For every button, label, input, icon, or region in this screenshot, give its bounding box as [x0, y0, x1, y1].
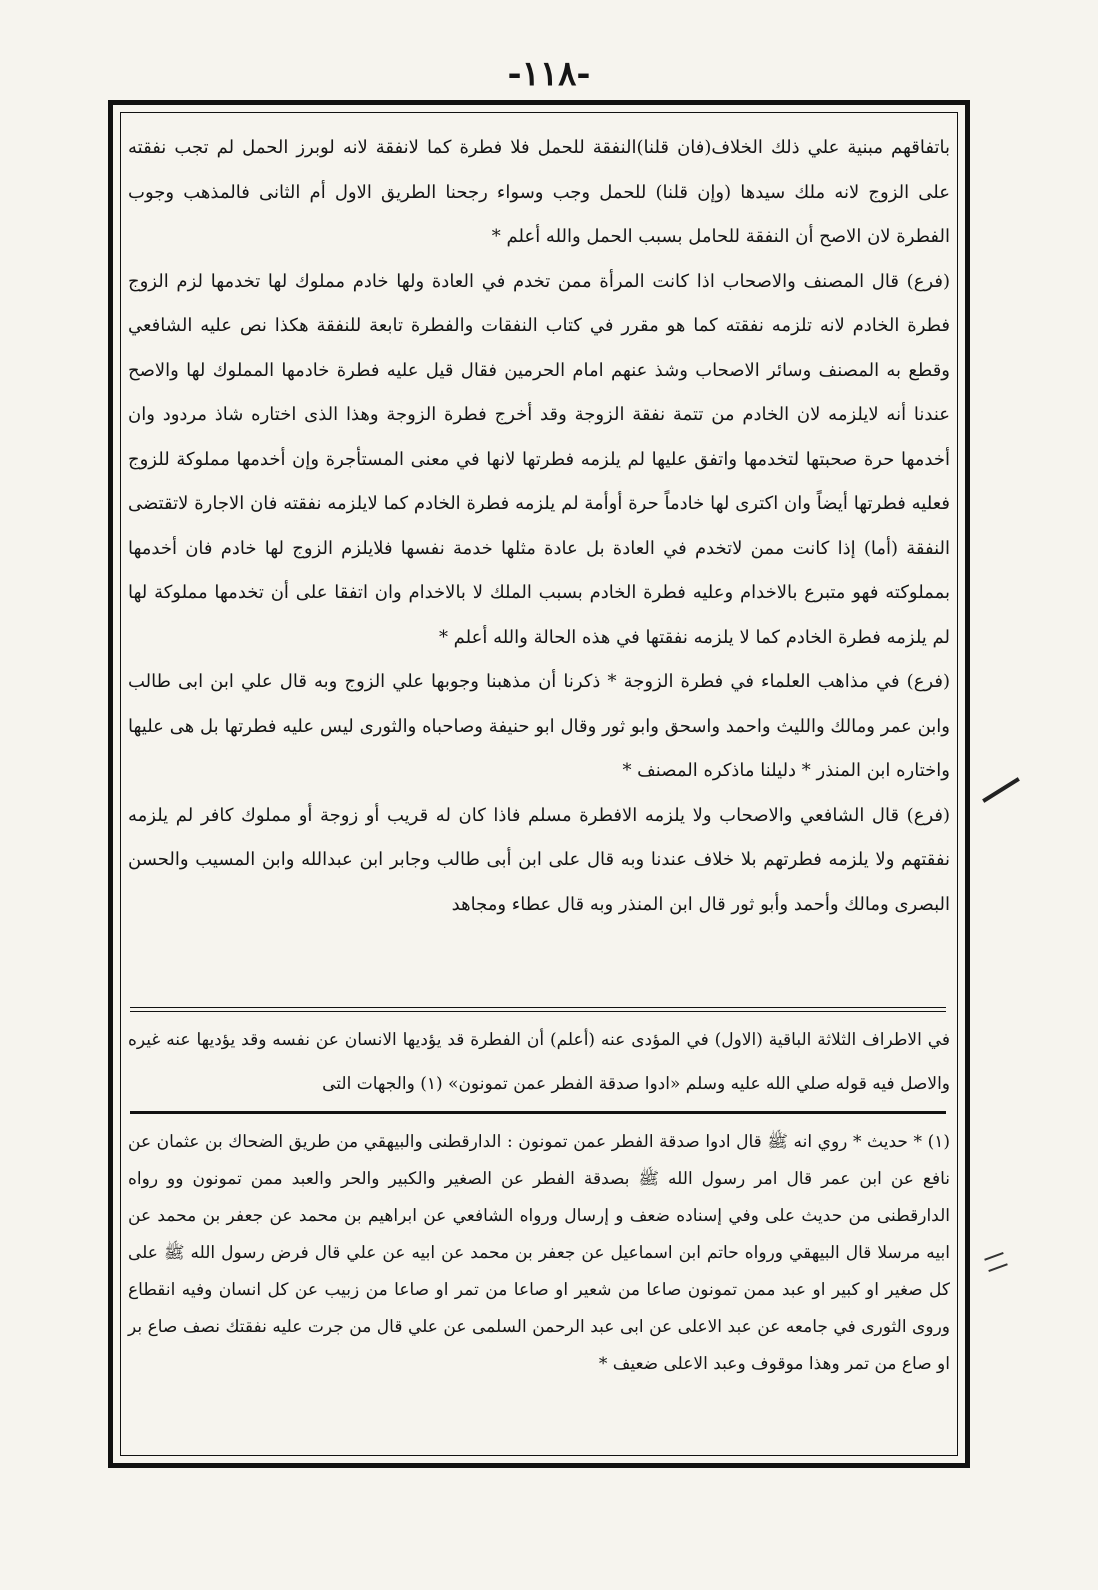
paragraph: باتفاقهم مبنية علي ذلك الخلاف(فان قلنا)النفقة للحمل فلا فطرة كما لانفقة لانه لوبرز الحمل لم تجب نفقته على الزوج لانه ملك سيدها (وإن قلنا) للحمل وجب وسواء رجحنا الطريق الاول أم الثانى فالمذهب وجوب الفطرة لان الاصح أن النفقة للحامل بسبب الحمل والله أعلم * [128, 137, 950, 247]
margin-pen-mark [984, 1252, 1008, 1272]
page-number: -١١٨- [507, 54, 591, 94]
paragraph: في الاطراف الثلاثة الباقية (الاول) في المؤدى عنه (أعلم) أن الفطرة قد يؤديها الانسان عن نفسه وقد يؤديها عنه غيره والاصل فيه قوله صلي الله عليه وسلم «ادوا صدقة الفطر عمن تمونون» (١) والجهات التى [128, 1030, 950, 1094]
paragraph: (فرع) قال الشافعي والاصحاب ولا يلزمه الافطرة مسلم فاذا كان له قريب أو زوجة أو مملوك كافر لم يلزمه نفقتهم ولا يلزمه فطرتهم بلا خلاف عندنا وبه قال على ابن أبى طالب وجابر ابن عبدالله وابن المسيب والحسن البصرى ومالك وأحمد وأبو ثور قال ابن المنذر وبه قال عطاء ومجاهد [128, 804, 950, 915]
commentary-text-block [128, 1018, 950, 1106]
main-text-block [128, 126, 950, 927]
margin-pen-mark [982, 777, 1020, 803]
section-divider [130, 1007, 946, 1012]
footnote-divider [130, 1111, 946, 1114]
footnote-paragraph: (١) * حديث * روي انه ﷺ قال ادوا صدقة الفطر عمن تمونون : الدارقطنى والبيهقي من طريق الضحاك بن عثمان عن نافع عن ابن عمر قال امر رسول الله ﷺ بصدقة الفطر عن الصغير والكبير والحر والعبد ممن تمونون وو رواه الدارقطنى من حديث على وفي إسناده ضعف و إرسال ورواه الشافعي عن ابراهيم بن محمد عن جعفر بن محمد عن ابيه مرسلا قال البيهقي ورواه حاتم ابن اسماعيل عن جعفر بن محمد عن ابيه عن علي قال فرض رسول الله ﷺ على كل صغير او كبير او عبد ممن تمونون صاعا من شعير او صاعا من تمر او صاعا من زبيب عن كل انسان وفيه انقطاع وروى الثورى في جامعه عن عبد الاعلى عن ابى عبد الرحمن السلمى عن علي قال من جرت عليه نفقتك نصف صاع بر او صاع من تمر وهذا موقوف وعبد الاعلى ضعيف * [128, 1132, 950, 1374]
footnote-block [128, 1124, 950, 1383]
paragraph: (فرع) قال المصنف والاصحاب اذا كانت المرأة ممن تخدم في العادة ولها خادم مملوك لها تخدمها لزم الزوج فطرة الخادم لانه تلزمه نفقته كما هو مقرر في كتاب النفقات والفطرة تابعة للنفقة هكذا نص عليه الشافعي وقطع به المصنف وسائر الاصحاب وشذ عنهم امام الحرمين فقال قيل عليه فطرة خادمها المملوك لها والاصح عندنا أنه لايلزمه لان الخادم من تتمة نفقة الزوجة وقد أخرج فطرة الزوجة وهذا الذى اختاره شاذ مردود وان أخدمها حرة صحبتها لتخدمها واتفق عليها لم يلزمه فطرتها لانها في معنى المستأجرة وإن أخدمها مملوكة للزوج فعليه فطرتها أيضاً وان اكترى لها خادماً حرة أوأمة لم يلزمه فطرة الخادم كما لايلزمه نفقته فان الاجارة لاتقتضى النفقة (أما) إذا كانت ممن لاتخدم في العادة بل عادة مثلها خدمة نفسها فلايلزم الزوج لها خادم فان أخدمها بمملوكته فهو متبرع بالاخدام وعليه فطرة الخادم بسبب الملك لا بالاخدام وان اتفقا على أن تخدمها مملوكة لها لم يلزمه فطرة الخادم كما لا يلزمه نفقتها في هذه الحالة والله أعلم * [128, 270, 950, 648]
paragraph: (فرع) في مذاهب العلماء في فطرة الزوجة * ذكرنا أن مذهبنا وجوبها علي الزوج وبه قال علي ابن ابى طالب وابن عمر ومالك والليث واحمد واسحق وابو ثور وقال ابو حنيفة وصاحباه والثورى ليس عليه فطرتها بل هى عليها واختاره ابن المنذر * دليلنا ماذكره المصنف * [128, 671, 950, 781]
